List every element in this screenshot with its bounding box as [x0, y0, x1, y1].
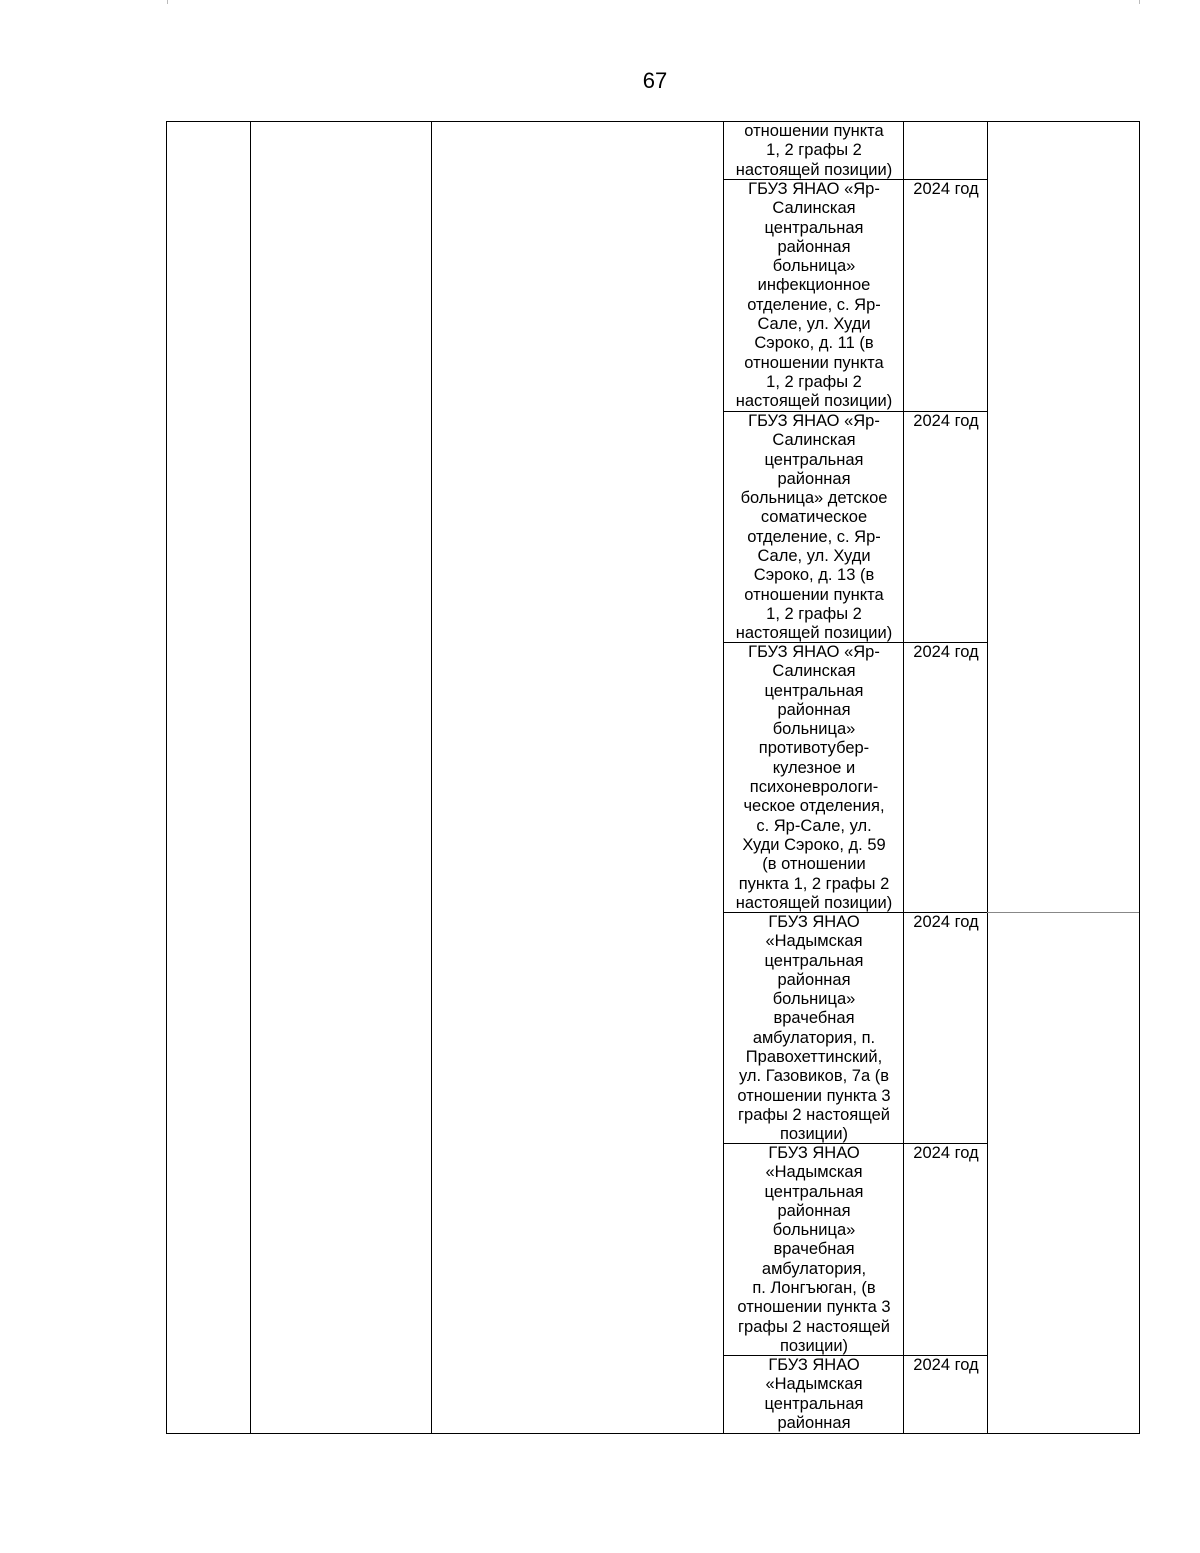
table-cell-organization: ГБУЗ ЯНАО «Яр- Салинская центральная районная больница» противотубер- кулезное и психоневрологи- ческое отделения, с. Яр-Сале, ул. Худи Сэроко, д. 59 (в отношении пункта 1, 2 графы 2 настоящей позиции)	[735, 643, 893, 912]
table-cell-organization: ГБУЗ ЯНАО «Надымская центральная районная больница» врачебная амбулатория, п. Правохеттинский, ул. Газовиков, 7а (в отношении пункта 3 графы 2 настоящей позиции)	[737, 913, 891, 1144]
table-cell-organization: отношении пункта 1, 2 графы 2 настоящей позиции)	[735, 122, 893, 179]
table-cell-organization: ГБУЗ ЯНАО «Надымская центральная районная	[764, 1356, 864, 1432]
table-cell-year: 2024 год	[913, 180, 979, 198]
column-divider	[903, 122, 904, 1433]
column-divider	[250, 122, 251, 1433]
table-cell-year: 2024 год	[913, 643, 979, 661]
row-separator-faint	[987, 912, 1139, 913]
table-cell-year: 2024 год	[913, 1144, 979, 1162]
table-cell-year: 2024 год	[913, 913, 979, 931]
column-divider	[987, 122, 988, 1433]
table-cell-year: 2024 год	[913, 412, 979, 430]
scan-edge-mark-right	[1139, 0, 1140, 4]
table-cell-organization: ГБУЗ ЯНАО «Яр- Салинская центральная районная больница» инфекционное отделение, с. Яр- Сале, ул. Худи Сэроко, д. 11 (в отношении пункта 1, 2 графы 2 настоящей позиции)	[735, 180, 893, 411]
document-table	[166, 121, 1140, 1434]
column-divider	[431, 122, 432, 1433]
column-divider	[723, 122, 724, 1433]
table-cell-organization: ГБУЗ ЯНАО «Надымская центральная районная больница» врачебная амбулатория, п. Лонгъюган, (в отношении пункта 3 графы 2 настоящей позиции)	[737, 1144, 891, 1355]
table-cell-organization: ГБУЗ ЯНАО «Яр- Салинская центральная районная больница» детское соматическое отделение, с. Яр- Сале, ул. Худи Сэроко, д. 13 (в отношении пункта 1, 2 графы 2 настоящей позиции)	[735, 412, 893, 643]
scan-edge-mark-left	[167, 0, 168, 4]
page-number: 67	[642, 68, 668, 93]
table-cell-year: 2024 год	[913, 1356, 979, 1374]
